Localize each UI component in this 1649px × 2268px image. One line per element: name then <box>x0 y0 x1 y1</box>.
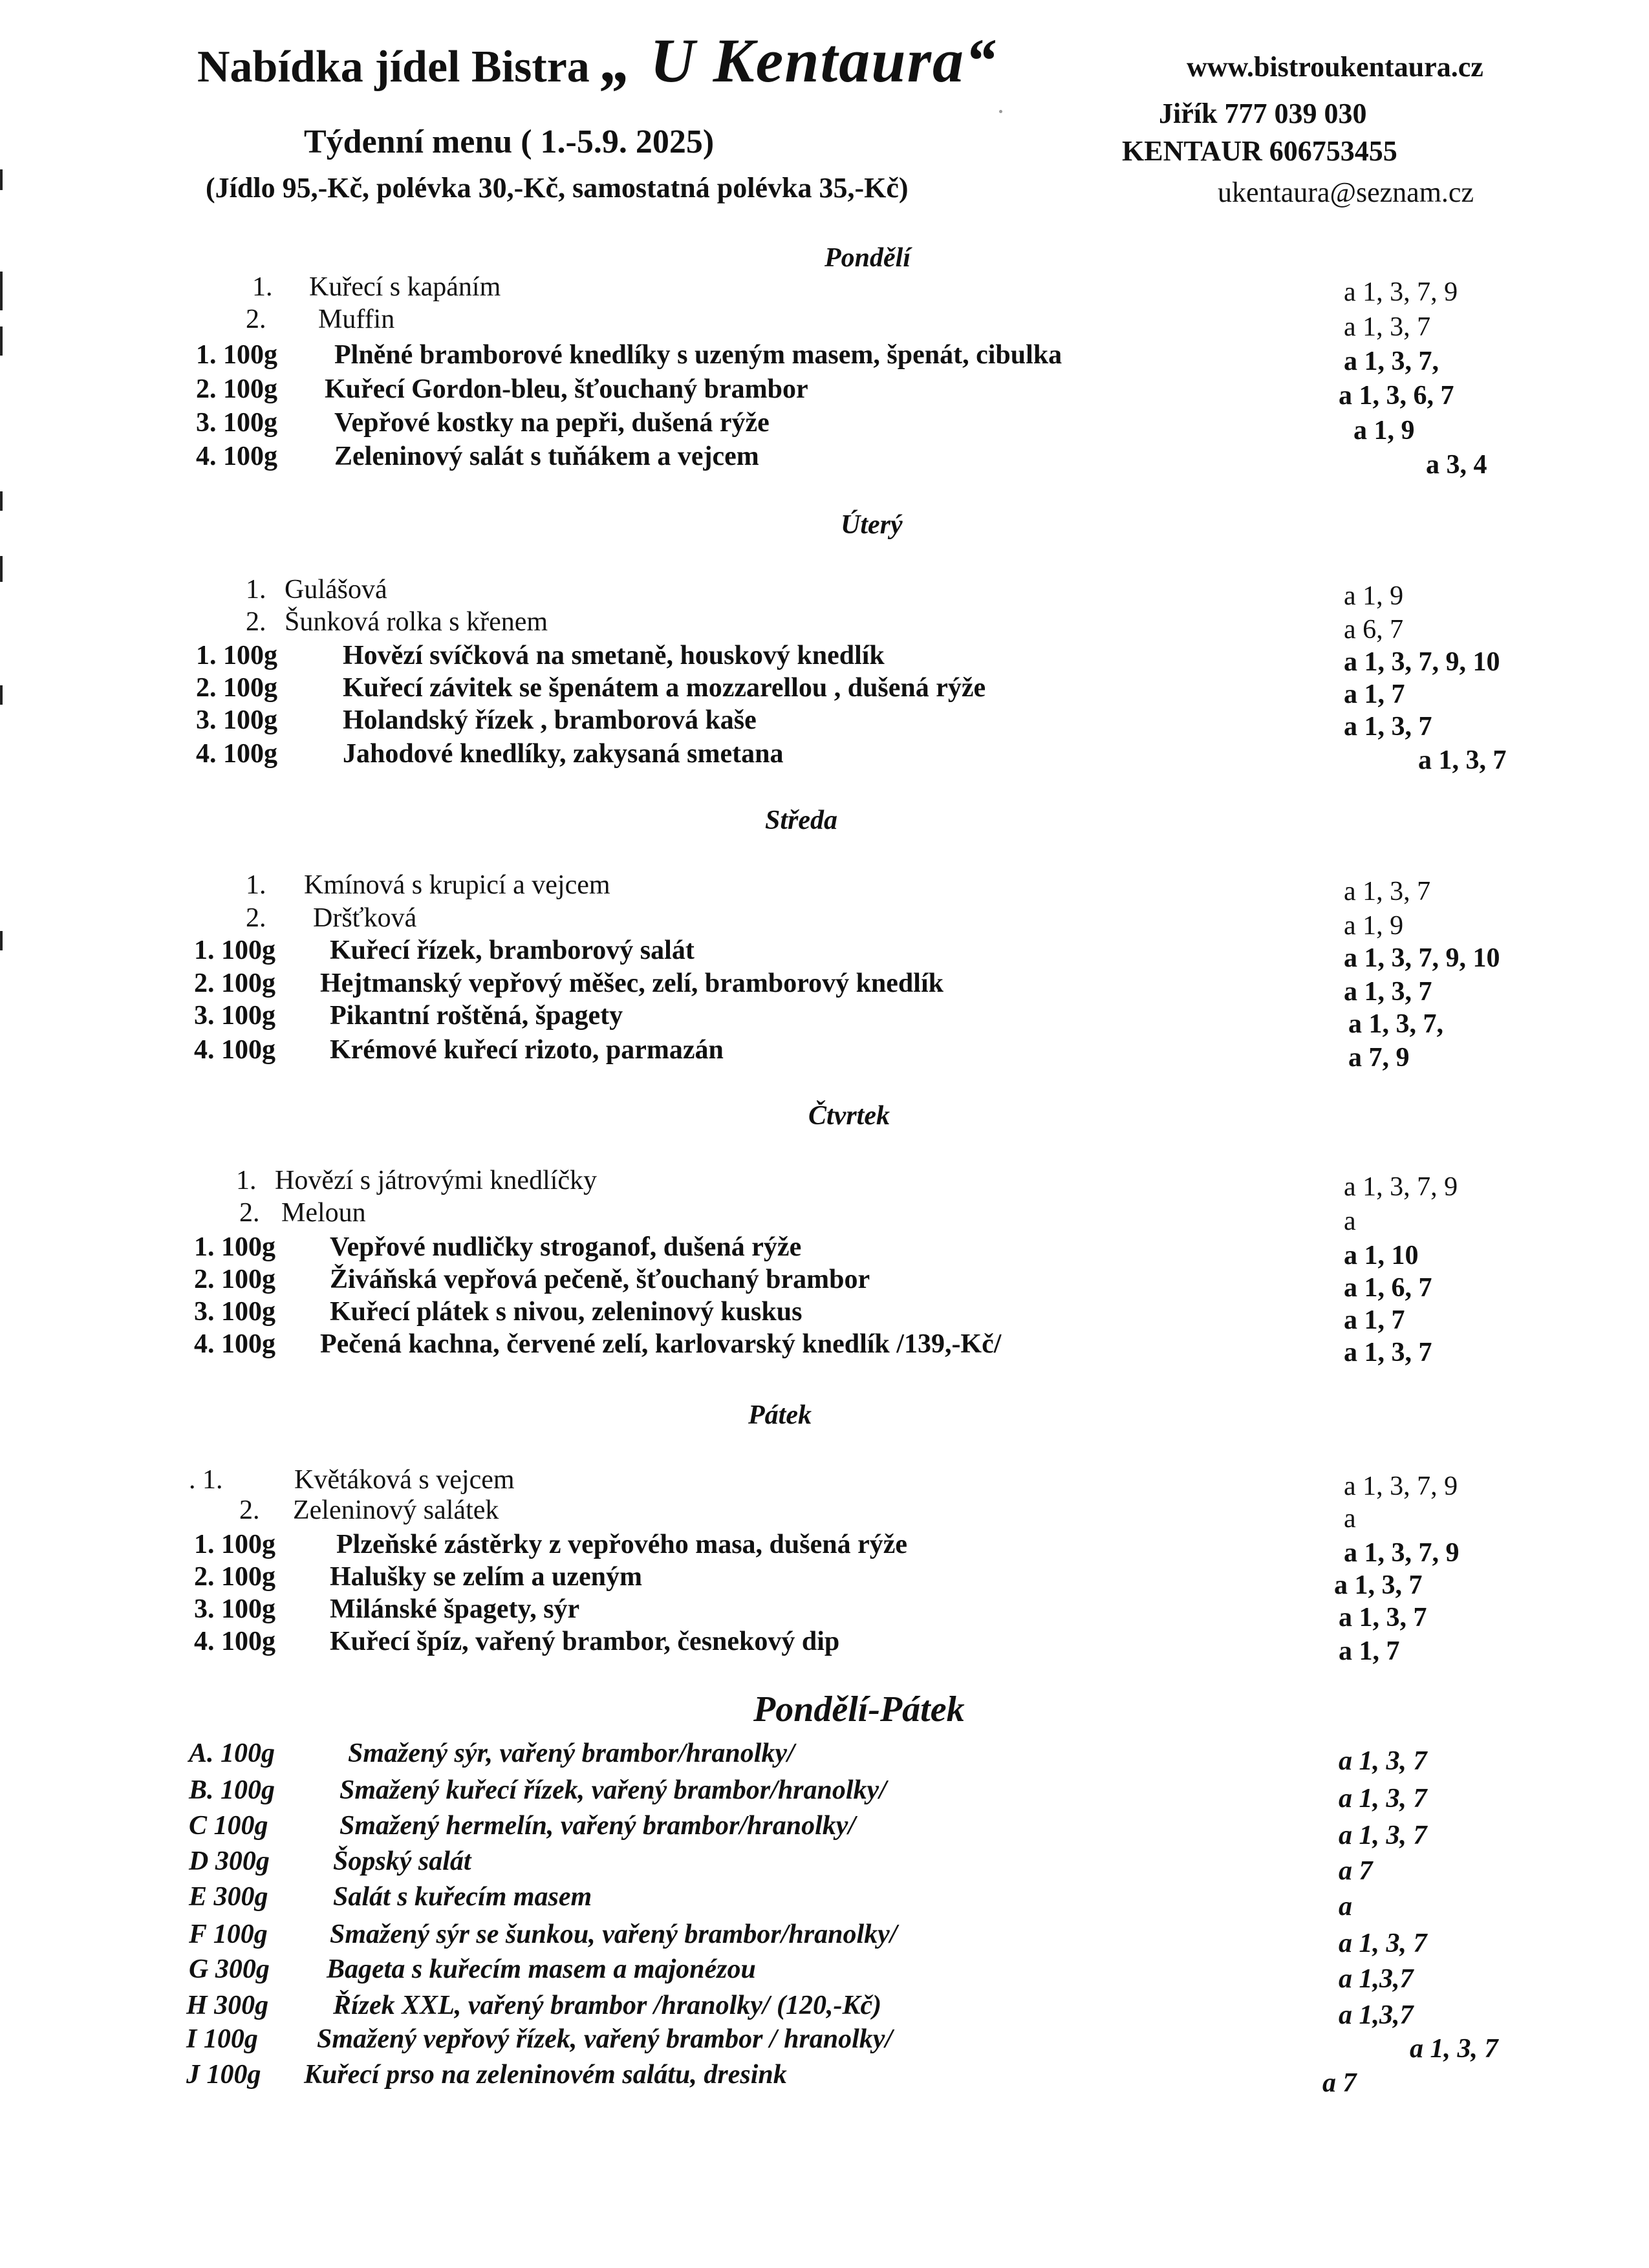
meal-number: 2. 100g <box>194 968 275 998</box>
meal-number: 4. 100g <box>196 442 277 471</box>
allergens: a 1, 7 <box>1344 1305 1405 1335</box>
allergens: a 1, 3, 7, 9 <box>1344 1538 1460 1568</box>
meal-name: Milánské špagety, sýr <box>330 1594 580 1624</box>
day-heading-friday: Pátek <box>748 1400 812 1430</box>
day-heading-monday: Pondělí <box>824 243 911 273</box>
allergens: a 1, 3, 7 <box>1339 1603 1427 1632</box>
soup-name: Dršťková <box>313 903 417 933</box>
weekly-item-name: Kuřecí prso na zeleninovém salátu, dresink <box>304 2060 787 2090</box>
dessert-number: 2. <box>239 1198 260 1228</box>
allergens: a 3, 4 <box>1426 450 1487 480</box>
allergens: a 1, 9 <box>1344 911 1404 941</box>
allergens: a 6, 7 <box>1344 615 1404 645</box>
allergens: a 1, 3, 7, 9 <box>1344 277 1458 307</box>
meal-number: 3. 100g <box>194 1594 275 1624</box>
weekly-item-code: H 300g <box>186 1991 269 2020</box>
scan-edge-mark <box>0 556 3 582</box>
meal-number: 2. 100g <box>196 374 277 404</box>
allergens: a 1, 3, 7, 9 <box>1344 1172 1458 1202</box>
soup-number: 2. <box>246 903 266 933</box>
meal-name: Hovězí svíčková na smetaně, houskový knedlík <box>343 641 885 670</box>
soup-number: 1. <box>246 870 266 900</box>
meal-number: 4. 100g <box>194 1035 275 1065</box>
meal-number: 1. 100g <box>196 340 277 370</box>
meal-number: 3. 100g <box>194 1297 275 1327</box>
meal-name: Pikantní roštěná, špagety <box>330 1001 623 1031</box>
starter-name: Šunková rolka s křenem <box>285 607 548 637</box>
allergens: a <box>1339 1892 1352 1921</box>
soup-number: 1. <box>252 272 273 302</box>
scan-edge-mark <box>0 931 3 950</box>
meal-name: Vepřové kostky na pepři, dušená rýže <box>334 408 770 438</box>
scan-edge-mark <box>0 326 3 356</box>
price-info: (Jídlo 95,-Kč, polévka 30,-Kč, samostatná polévka 35,-Kč) <box>206 172 909 204</box>
meal-name: Halušky se zelím a uzeným <box>330 1562 642 1592</box>
salad-name: Zeleninový salátek <box>293 1495 499 1525</box>
allergens: a 1, 3, 7, <box>1344 347 1439 376</box>
day-heading-tuesday: Úterý <box>841 510 903 540</box>
meal-number: 3. 100g <box>196 705 277 735</box>
allergens: a 1,3,7 <box>1339 1964 1414 1994</box>
allergens: a 1, 7 <box>1339 1636 1400 1666</box>
meal-number: 3. 100g <box>194 1001 275 1031</box>
meal-number: 2. 100g <box>196 673 277 703</box>
allergens: a 1, 3, 7, 9, 10 <box>1344 943 1500 973</box>
meal-name: Hejtmanský vepřový měšec, zelí, bramborový knedlík <box>320 968 943 998</box>
salad-number: 2. <box>239 1495 260 1525</box>
meal-name: Krémové kuřecí rizoto, parmazán <box>330 1035 724 1065</box>
meal-name: Kuřecí špíz, vařený brambor, česnekový dip <box>330 1627 840 1656</box>
weekly-item-name: Smažený hermelín, vařený brambor/hranolky/ <box>339 1811 856 1841</box>
weekly-item-code: G 300g <box>189 1954 270 1984</box>
weekly-item-code: J 100g <box>186 2060 261 2090</box>
weekly-item-name: Smažený sýr, vařený brambor/hranolky/ <box>348 1738 795 1768</box>
weekly-item-code: I 100g <box>186 2024 258 2054</box>
meal-number: 2. 100g <box>194 1265 275 1294</box>
day-heading-wednesday: Středa <box>765 806 838 835</box>
allergens: a 1, 3, 7 <box>1339 1746 1427 1776</box>
meal-name: Kuřecí řízek, bramborový salát <box>330 936 695 965</box>
bistro-brand: „ U Kentaura“ <box>601 26 998 95</box>
soup-number: 1. <box>246 575 266 604</box>
meal-number: 4. 100g <box>196 739 277 769</box>
meal-name: Plněné bramborové knedlíky s uzeným masem, špenát, cibulka <box>334 340 1062 370</box>
weekly-item-name: Řízek XXL, vařený brambor /hranolky/ (120,-Kč) <box>333 1991 882 2020</box>
meal-number: 2. 100g <box>194 1562 275 1592</box>
meal-number: 1. 100g <box>194 1232 275 1262</box>
scan-edge-mark <box>0 272 3 310</box>
allergens: a 1, 3, 7 <box>1344 312 1431 342</box>
meal-number: 3. 100g <box>196 408 277 438</box>
weekly-item-code: F 100g <box>189 1920 268 1949</box>
soup-number: 1. <box>236 1166 257 1195</box>
allergens: a 1, 9 <box>1353 416 1415 445</box>
meal-name: Jahodové knedlíky, zakysaná smetana <box>343 739 784 769</box>
allergens: a 1, 3, 7 <box>1339 1929 1427 1958</box>
allergens: a 7 <box>1339 1856 1373 1886</box>
weekly-item-code: C 100g <box>189 1811 268 1841</box>
meal-number: 4. 100g <box>194 1329 275 1359</box>
weekly-item-name: Bageta s kuřecím masem a majonézou <box>327 1954 756 1984</box>
menu-title <box>197 25 997 96</box>
allergens: a 1, 3, 6, 7 <box>1339 381 1454 411</box>
soup-number: . 1. <box>189 1465 223 1495</box>
meal-name: Vepřové nudličky stroganof, dušená rýže <box>330 1232 802 1262</box>
allergens: a 1, 10 <box>1344 1241 1419 1270</box>
weekly-item-code: A. 100g <box>189 1738 275 1768</box>
meal-name: Zeleninový salát s tuňákem a vejcem <box>334 442 759 471</box>
soup-name: Květáková s vejcem <box>294 1465 515 1495</box>
phone-jirik: Jiřík 777 039 030 <box>1159 98 1367 129</box>
weekly-item-code: D 300g <box>189 1846 270 1876</box>
title-prefix: Nabídka jídel Bistra <box>197 42 590 92</box>
allergens: a 1,3,7 <box>1339 2000 1414 2030</box>
website-link[interactable]: www.bistroukentaura.cz <box>1187 51 1483 83</box>
dessert-number: 2. <box>246 305 266 334</box>
soup-name: Gulášová <box>285 575 387 604</box>
allergens: a 1, 6, 7 <box>1344 1273 1432 1303</box>
meal-name: Plzeňské zástěrky z vepřového masa, dušená rýže <box>336 1530 908 1559</box>
starter-number: 2. <box>246 607 266 637</box>
weekly-item-code: B. 100g <box>189 1775 275 1805</box>
weekly-item-name: Smažený vepřový řízek, vařený brambor / hranolky/ <box>317 2024 893 2054</box>
meal-number: 4. 100g <box>194 1627 275 1656</box>
meal-number: 1. 100g <box>196 641 277 670</box>
meal-name: Kuřecí závitek se špenátem a mozzarellou , dušená rýže <box>343 673 986 703</box>
allergens: a 1, 3, 7 <box>1344 1338 1432 1367</box>
weekly-item-name: Smažený sýr se šunkou, vařený brambor/hranolky/ <box>330 1920 898 1949</box>
allergens: a 1, 3, 7, 9 <box>1344 1471 1458 1501</box>
scan-edge-mark <box>0 169 3 190</box>
allergens: a <box>1344 1504 1356 1534</box>
scan-edge-mark <box>0 491 3 511</box>
allergens: a 1, 3, 7 <box>1344 877 1431 906</box>
meal-name: Pečená kachna, červené zelí, karlovarský knedlík /139,-Kč/ <box>320 1329 1002 1359</box>
allergens: a 7 <box>1322 2068 1357 2098</box>
week-heading: Týdenní menu ( 1.-5.9. 2025) <box>304 123 715 160</box>
weekly-item-code: E 300g <box>189 1882 268 1912</box>
allergens: a 1, 3, 7 <box>1344 712 1432 742</box>
allergens: a 1, 3, 7 <box>1339 1784 1427 1813</box>
soup-name: Hovězí s játrovými knedlíčky <box>275 1166 598 1195</box>
meal-name: Živáňská vepřová pečeně, šťouchaný brambor <box>330 1265 870 1294</box>
allergens: a 1, 3, 7 <box>1410 2034 1498 2064</box>
allergens: a 1, 3, 7 <box>1344 977 1432 1007</box>
meal-number: 1. 100g <box>194 936 275 965</box>
allergens: a 1, 9 <box>1344 581 1404 611</box>
weekly-heading: Pondělí-Pátek <box>753 1689 965 1729</box>
scan-speck <box>999 110 1002 113</box>
phone-kentaur: KENTAUR 606753455 <box>1122 135 1397 167</box>
weekly-item-name: Salát s kuřecím masem <box>333 1882 592 1912</box>
dessert-name: Meloun <box>281 1198 366 1228</box>
allergens: a 1, 7 <box>1344 679 1405 709</box>
meal-name: Kuřecí plátek s nivou, zeleninový kuskus <box>330 1297 803 1327</box>
allergens: a 1, 3, 7, <box>1348 1009 1443 1039</box>
meal-name: Holandský řízek , bramborová kaše <box>343 705 757 735</box>
weekly-item-name: Smažený kuřecí řízek, vařený brambor/hranolky/ <box>339 1775 887 1805</box>
dessert-name: Muffin <box>318 305 395 334</box>
allergens: a 1, 3, 7 <box>1418 745 1507 775</box>
allergens: a <box>1344 1206 1356 1236</box>
weekly-item-name: Šopský salát <box>333 1846 471 1876</box>
day-heading-thursday: Čtvrtek <box>808 1101 890 1131</box>
scan-edge-mark <box>0 685 3 705</box>
soup-name: Kmínová s krupicí a vejcem <box>304 870 610 900</box>
email-link[interactable]: ukentaura@seznam.cz <box>1218 177 1474 208</box>
meal-name: Kuřecí Gordon-bleu, šťouchaný brambor <box>325 374 808 404</box>
allergens: a 7, 9 <box>1348 1043 1410 1073</box>
soup-name: Kuřecí s kapáním <box>309 272 501 302</box>
allergens: a 1, 3, 7, 9, 10 <box>1344 647 1500 677</box>
allergens: a 1, 3, 7 <box>1339 1821 1427 1850</box>
allergens: a 1, 3, 7 <box>1334 1570 1423 1600</box>
meal-number: 1. 100g <box>194 1530 275 1559</box>
